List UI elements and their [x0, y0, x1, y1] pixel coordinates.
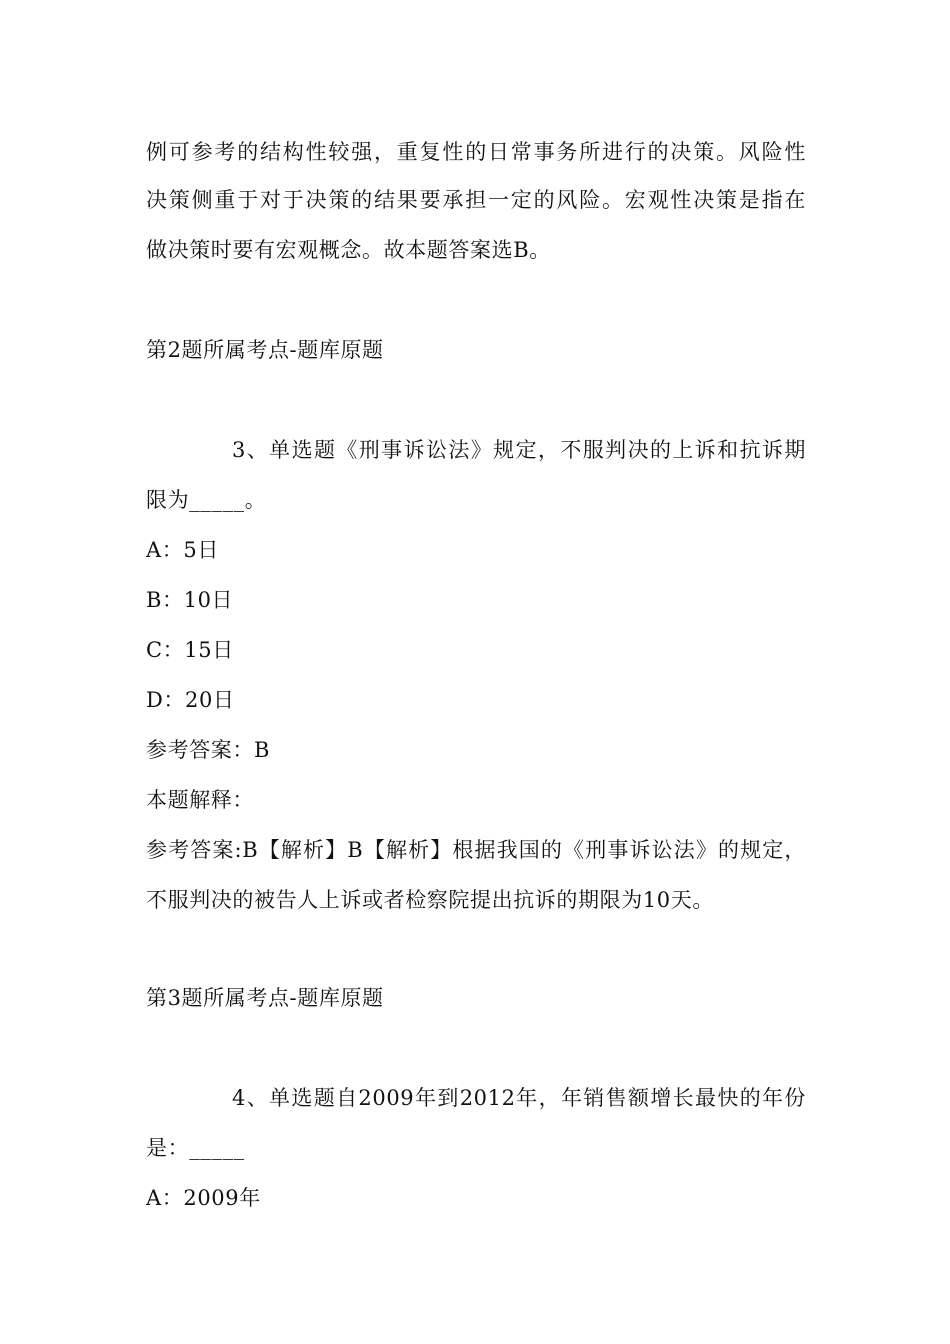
question-stem: 4、单选题自2009年到2012年，年销售额增长最快的年份 [232, 1086, 806, 1110]
question-source: 第3题所属考点-题库原题 [146, 986, 384, 1010]
option-a: A：5日 [146, 538, 219, 562]
explanation-line: 做决策时要有宏观概念。故本题答案选B。 [146, 238, 551, 262]
explanation-label: 本题解释： [146, 788, 254, 812]
explanation-line: 决策侧重于对于决策的结果要承担一定的风险。宏观性决策是指在 [146, 188, 806, 212]
reference-answer: 参考答案：B [146, 738, 271, 762]
option-b: B：10日 [146, 588, 234, 612]
explanation-line: 例可参考的结构性较强，重复性的日常事务所进行的决策。风险性 [146, 140, 806, 164]
option-d: D：20日 [146, 688, 235, 712]
option-c: C：15日 [146, 638, 234, 662]
question-stem: 是：_____ [146, 1136, 245, 1160]
question-source: 第2题所属考点-题库原题 [146, 338, 384, 362]
option-a: A：2009年 [146, 1186, 261, 1210]
question-stem: 3、单选题《刑事诉讼法》规定，不服判决的上诉和抗诉期 [232, 438, 806, 462]
question-stem: 限为_____。 [146, 488, 267, 512]
explanation-line: 参考答案:B【解析】B【解析】根据我国的《刑事诉讼法》的规定， [146, 838, 806, 862]
explanation-line: 不服判决的被告人上诉或者检察院提出抗诉的期限为10天。 [146, 888, 714, 912]
